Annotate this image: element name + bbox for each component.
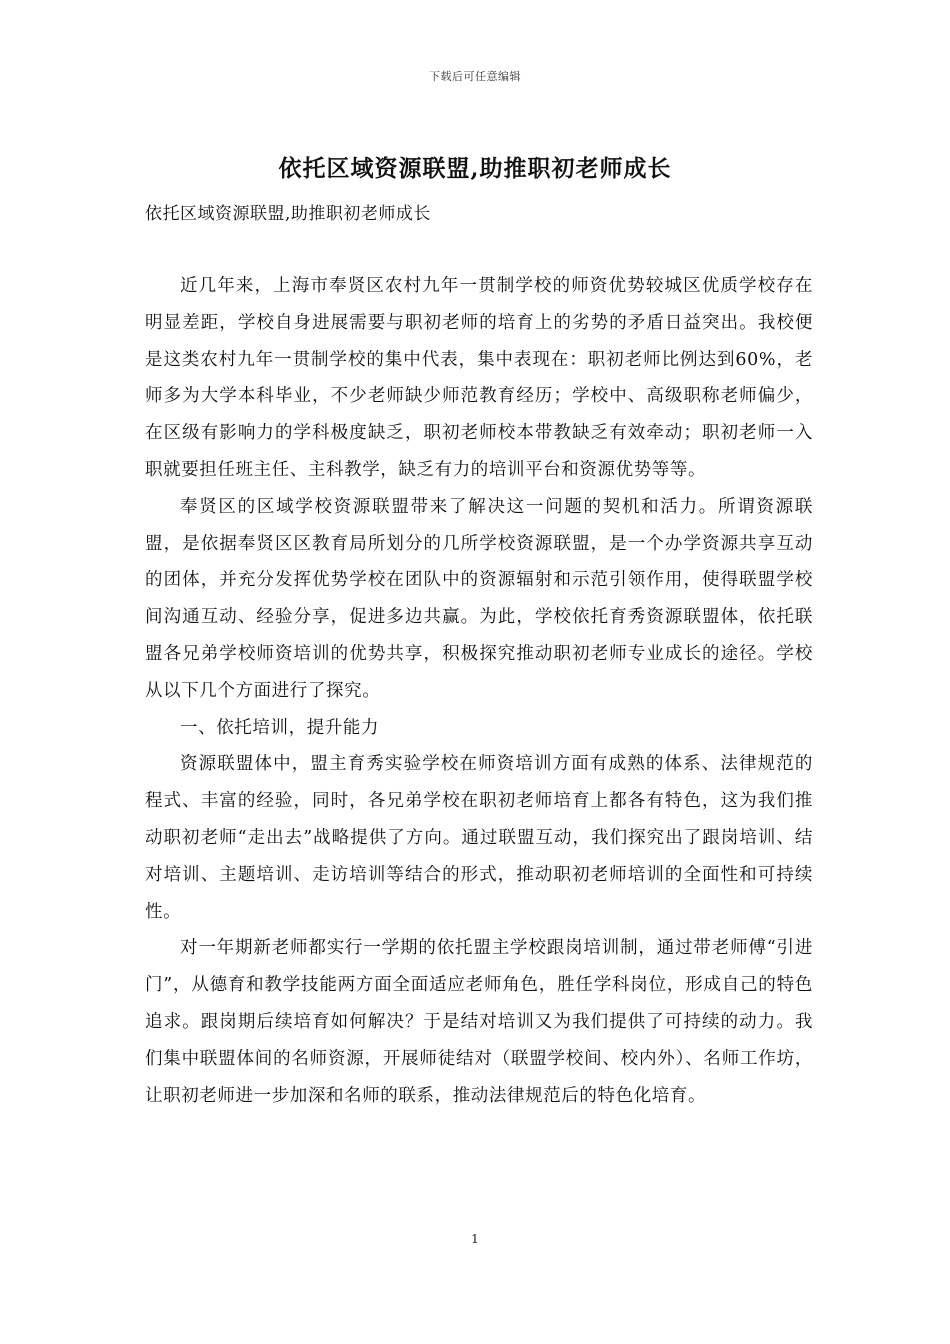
paragraph: 近几年来，上海市奉贤区农村九年一贯制学校的师资优势较城区优质学校存在明显差距，学校自身进展需要与职初老师的培育上的劣势的矛盾日益突出。我校便是这类农村九年一贯制学校的集中代表，集中表现在：职初老师比例达到60%，老师多为大学本科毕业，不少老师缺少师范教育经历；学校中、高级职称老师偏少，在区级有影响力的学科极度缺乏，职初老师校本带教缺乏有效牵动；职初老师一入职就要担任班主任、主科教学，缺乏有力的培训平台和资源优势等等。	[145, 276, 813, 480]
paragraph: 奉贤区的区域学校资源联盟带来了解决这一问题的契机和活力。所谓资源联盟，是依据奉贤区区教育局所划分的几所学校资源联盟，是一个办学资源共享互动的团体，并充分发挥优势学校在团队中的资源辐射和示范引领作用，使得联盟学校间沟通互动、经验分享，促进多边共赢。为此，学校依托育秀资源联盟体，依托联盟各兄弟学校师资培训的优势共享，积极探究推动职初老师专业成长的途径。学校从以下几个方面进行了探究。	[145, 496, 813, 701]
paragraph: 资源联盟体中，盟主育秀实验学校在师资培训方面有成熟的体系、法律规范的程式、丰富的经验，同时，各兄弟学校在职初老师培育上都各有特色，这为我们推动职初老师“走出去”战略提供了方向。通过联盟互动，我们探究出了跟岗培训、结对培训、主题培训、走访培训等结合的形式，推动职初老师培训的全面性和可持续性。	[145, 754, 813, 922]
document-title: 依托区域资源联盟,助推职初老师成长	[278, 155, 672, 182]
paragraph: 对一年期新老师都实行一学期的依托盟主学校跟岗培训制，通过带老师傅“引进门”，从德育和教学技能两方面全面适应老师角色，胜任学科岗位，形成自己的特色追求。跟岗期后续培育如何解决？于是结对培训又为我们提供了可持续的动力。我们集中联盟体间的名师资源，开展师徒结对（联盟学校间、校内外）、名师工作坊，让职初老师进一步加深和名师的联系，推动法律规范后的特色化培育。	[145, 938, 813, 1106]
document-body	[145, 268, 813, 1114]
header-note: 下载后可任意编辑	[429, 70, 521, 83]
page-number: 1	[471, 1232, 479, 1246]
section-heading: 一、依托培训，提升能力	[180, 717, 380, 738]
document-subtitle: 依托区域资源联盟,助推职初老师成长	[145, 204, 431, 224]
